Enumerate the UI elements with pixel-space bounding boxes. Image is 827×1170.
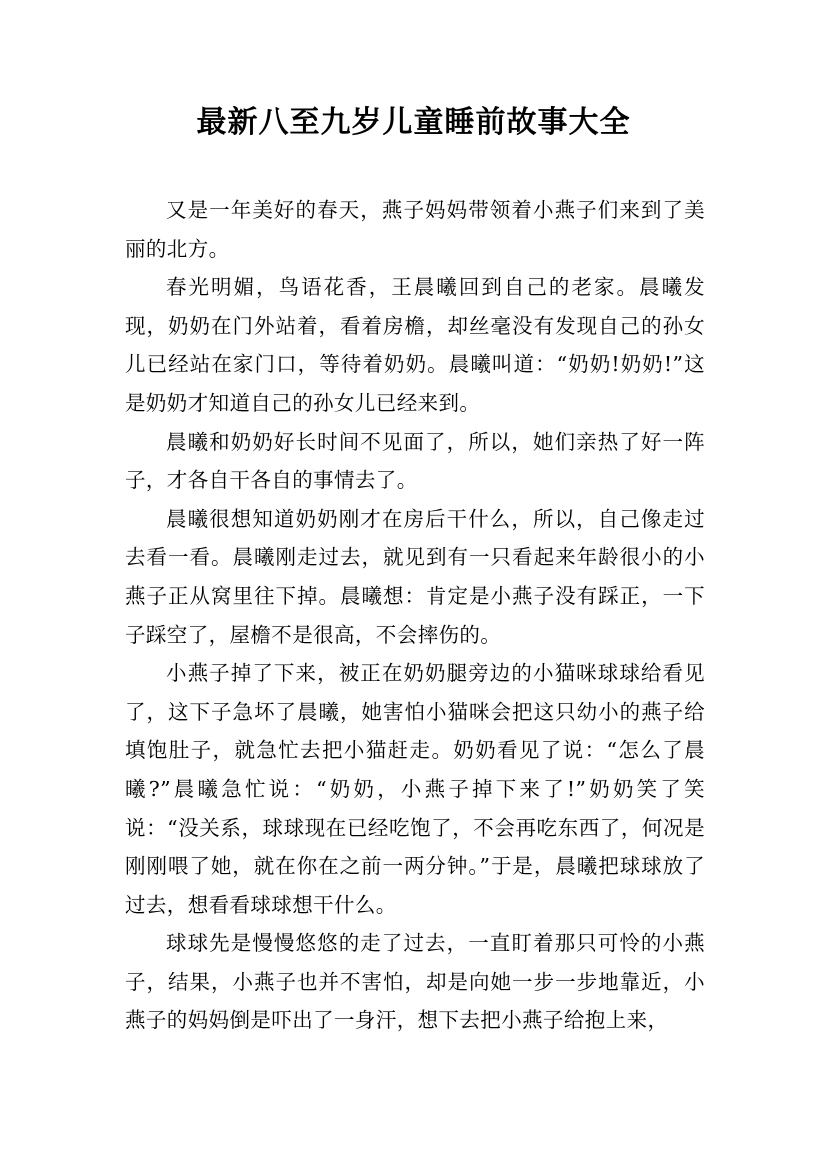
- paragraph: 晨曦和奶奶好长时间不见面了，所以，她们亲热了好一阵子，才各自干各自的事情去了。: [125, 429, 705, 493]
- document-body: [125, 191, 705, 1040]
- paragraph: 小燕子掉了下来，被正在奶奶腿旁边的小猫咪球球给看见了，这下子急坏了晨曦，她害怕小猫咪会把这只幼小的燕子给填饱肚子，就急忙去把小猫赶走。奶奶看见了说：“怎么了晨曦?”晨曦急忙说：“奶奶，小燕子掉下来了!”奶奶笑了笑说：“没关系，球球现在已经吃饱了，不会再吃东西了，何况是刚刚喂了她，就在你在之前一两分钟。”于是，晨曦把球球放了过去，想看看球球想干什么。: [125, 661, 705, 917]
- paragraph: 又是一年美好的春天，燕子妈妈带领着小燕子们来到了美丽的北方。: [125, 198, 705, 261]
- document-title: 最新八至九岁儿童睡前故事大全: [196, 105, 631, 140]
- paragraph: 晨曦很想知道奶奶刚才在房后干什么，所以，自己像走过去看一看。晨曦刚走过去，就见到有一只看起来年龄很小的小燕子正从窝里往下掉。晨曦想：肯定是小燕子没有踩正，一下子踩空了，屋檐不是很高，不会摔伤的。: [125, 506, 705, 647]
- paragraph: 春光明媚，鸟语花香，王晨曦回到自己的老家。晨曦发现，奶奶在门外站着，看着房檐，却丝毫没有发现自己的孙女儿已经站在家门口，等待着奶奶。晨曦叫道：“奶奶!奶奶!”这是奶奶才知道自己的孙女儿已经来到。: [125, 275, 705, 415]
- paragraph: 球球先是慢慢悠悠的走了过去，一直盯着那只可怜的小燕子，结果，小燕子也并不害怕，却是向她一步一步地靠近，小燕子的妈妈倒是吓出了一身汗，想下去把小燕子给抱上来，: [125, 931, 705, 1033]
